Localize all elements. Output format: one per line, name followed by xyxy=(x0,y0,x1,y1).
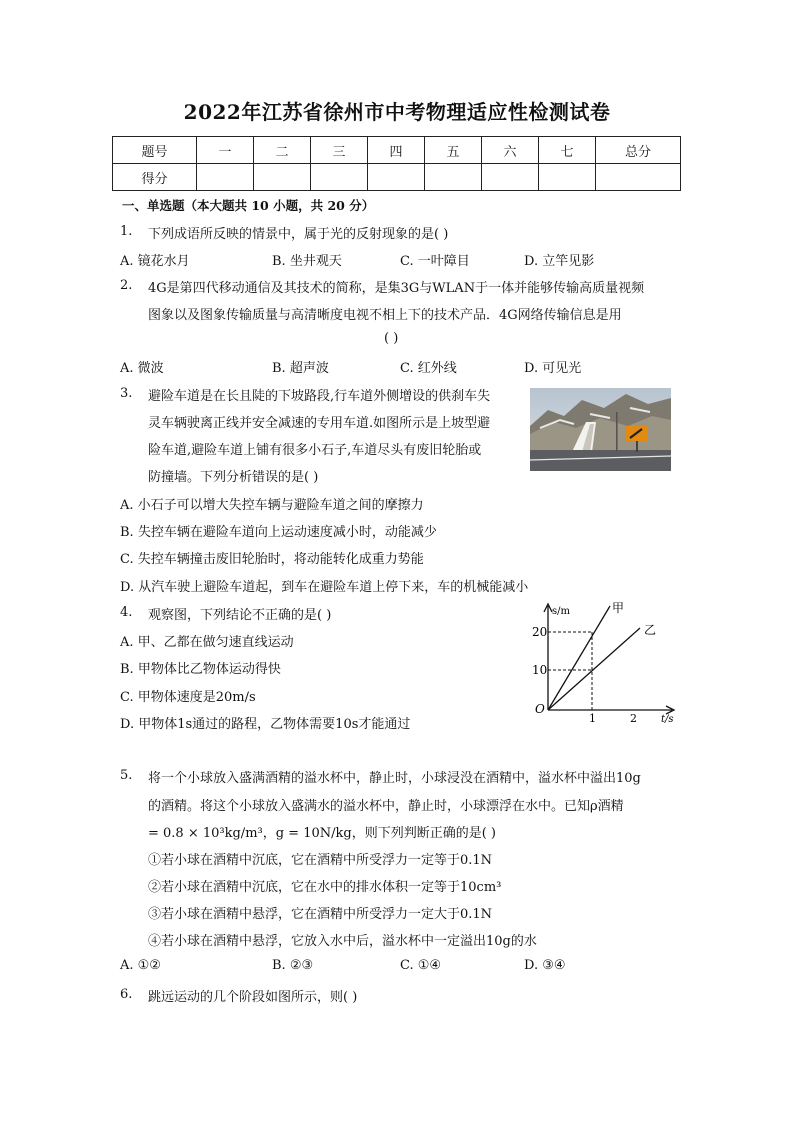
origin-label: O xyxy=(535,702,545,716)
section-heading: 一、单选题（本大题共 10 小题，共 20 分） xyxy=(122,198,375,213)
question-stem-line: 的酒精。将这个小球放入盛满水的溢水杯中，静止时，小球漂浮在水中。已知ρ酒精 xyxy=(148,799,624,814)
option-d: D. ③④ xyxy=(524,958,566,973)
option-d: D. 可见光 xyxy=(524,361,582,376)
question-stem-line: 灵车辆驶离正线并安全减速的专用车道.如图所示是上坡型避 xyxy=(148,416,491,431)
page-title: 2022年江苏省徐州市中考物理适应性检测试卷 xyxy=(183,100,611,124)
option-a: A. 微波 xyxy=(120,361,164,376)
option-c: C. 一叶障目 xyxy=(400,254,470,269)
option-b: B. 甲物体比乙物体运动得快 xyxy=(120,662,281,677)
score-header-cell: 三 xyxy=(311,137,368,164)
score-header-cell: 总分 xyxy=(596,137,681,164)
statement-item: ④若小球在酒精中悬浮，它放入水中后，溢水杯中一定溢出10g的水 xyxy=(148,934,537,949)
question-stem-line: 图象以及图象传输质量与高清晰度电视不相上下的技术产品．4G网络传输信息是用 xyxy=(148,308,622,323)
st-graph xyxy=(530,600,680,725)
option-d: D. 从汽车驶上避险车道起，到车在避险车道上停下来，车的机械能减小 xyxy=(120,580,529,595)
score-table xyxy=(112,136,681,191)
question-stem-line: = 0.8 × 10³kg/m³，g = 10N/kg，则下列判断正确的是( ) xyxy=(148,826,496,841)
score-cell xyxy=(311,164,368,191)
score-cell xyxy=(254,164,311,191)
score-header-cell: 四 xyxy=(368,137,425,164)
question-number: 6. xyxy=(120,987,133,1002)
series-label-yi: 乙 xyxy=(644,623,657,637)
question-number: 3. xyxy=(120,386,133,401)
question-stem-line: 避险车道是在长且陡的下坡路段,行车道外侧增设的供刹车失 xyxy=(148,389,491,404)
y-tick-10: 10 xyxy=(532,663,548,677)
runaway-truck-ramp-photo xyxy=(530,388,671,471)
score-row-label: 得分 xyxy=(113,164,197,191)
option-c: C. ①④ xyxy=(400,958,442,973)
score-header-cell: 一 xyxy=(197,137,254,164)
option-a: A. 小石子可以增大失控车辆与避险车道之间的摩擦力 xyxy=(120,498,424,513)
question-stem-line: 防撞墙。下列分析错误的是( ) xyxy=(148,470,319,485)
question-stem-line: ( ) xyxy=(384,331,399,346)
question-stem-line: 险车道,避险车道上铺有很多小石子,车道尽头有废旧轮胎或 xyxy=(148,443,482,458)
question-number: 1. xyxy=(120,224,133,239)
score-header-cell: 五 xyxy=(425,137,482,164)
score-header-cell: 题号 xyxy=(113,137,197,164)
option-c: C. 失控车辆撞击废旧轮胎时，将动能转化成重力势能 xyxy=(120,552,424,567)
y-tick-20: 20 xyxy=(532,625,548,639)
question-stem: 下列成语所反映的情景中，属于光的反射现象的是( ) xyxy=(148,227,449,242)
question-number: 4. xyxy=(120,605,133,620)
option-b: B. 坐井观天 xyxy=(272,254,342,269)
statement-item: ②若小球在酒精中沉底，它在水中的排水体积一定等于10cm³ xyxy=(148,880,502,895)
line-yi xyxy=(548,628,640,710)
question-stem-line: 4G是第四代移动通信及其技术的简称，是集3G与WLAN于一体并能够传输高质量视频 xyxy=(148,281,645,296)
score-table-score-row xyxy=(113,164,681,191)
score-cell xyxy=(368,164,425,191)
x-tick-1: 1 xyxy=(589,712,596,725)
question-number: 2. xyxy=(120,278,133,293)
score-cell xyxy=(482,164,539,191)
option-a: A. 甲、乙都在做匀速直线运动 xyxy=(120,635,294,650)
option-c: C. 甲物体速度是20m/s xyxy=(120,690,256,705)
option-b: B. 超声波 xyxy=(272,361,329,376)
option-c: C. 红外线 xyxy=(400,361,457,376)
x-tick-2: 2 xyxy=(630,712,637,725)
option-b: B. 失控车辆在避险车道向上运动速度减小时，动能减少 xyxy=(120,525,437,540)
score-table-header-row xyxy=(113,137,681,164)
series-label-jia: 甲 xyxy=(612,601,625,615)
question-stem: 跳远运动的几个阶段如图所示，则( ) xyxy=(148,990,358,1005)
question-number: 5. xyxy=(120,768,133,783)
statement-item: ①若小球在酒精中沉底，它在酒精中所受浮力一定等于0.1N xyxy=(148,853,493,868)
option-a: A. 镜花水月 xyxy=(120,254,190,269)
option-d: D. 立竿见影 xyxy=(524,254,595,269)
score-header-cell: 二 xyxy=(254,137,311,164)
question-stem-line: 将一个小球放入盛满酒精的溢水杯中，静止时，小球浸没在酒精中，溢水杯中溢出10g xyxy=(148,771,641,786)
score-cell xyxy=(197,164,254,191)
line-jia xyxy=(548,606,610,710)
score-header-cell: 七 xyxy=(539,137,596,164)
st-graph-svg xyxy=(530,600,680,725)
option-b: B. ②③ xyxy=(272,958,314,973)
option-a: A. ①② xyxy=(120,958,161,973)
score-header-cell: 六 xyxy=(482,137,539,164)
y-axis-label: s/m xyxy=(552,606,570,617)
x-axis-label: t/s xyxy=(661,714,674,725)
score-cell xyxy=(596,164,681,191)
option-d: D. 甲物体1s通过的路程，乙物体需要10s才能通过 xyxy=(120,717,411,732)
statement-item: ③若小球在酒精中悬浮，它在酒精中所受浮力一定大于0.1N xyxy=(148,907,493,922)
score-cell xyxy=(425,164,482,191)
score-cell xyxy=(539,164,596,191)
question-stem: 观察图，下列结论不正确的是( ) xyxy=(148,608,332,623)
photo-illustration xyxy=(530,388,671,471)
